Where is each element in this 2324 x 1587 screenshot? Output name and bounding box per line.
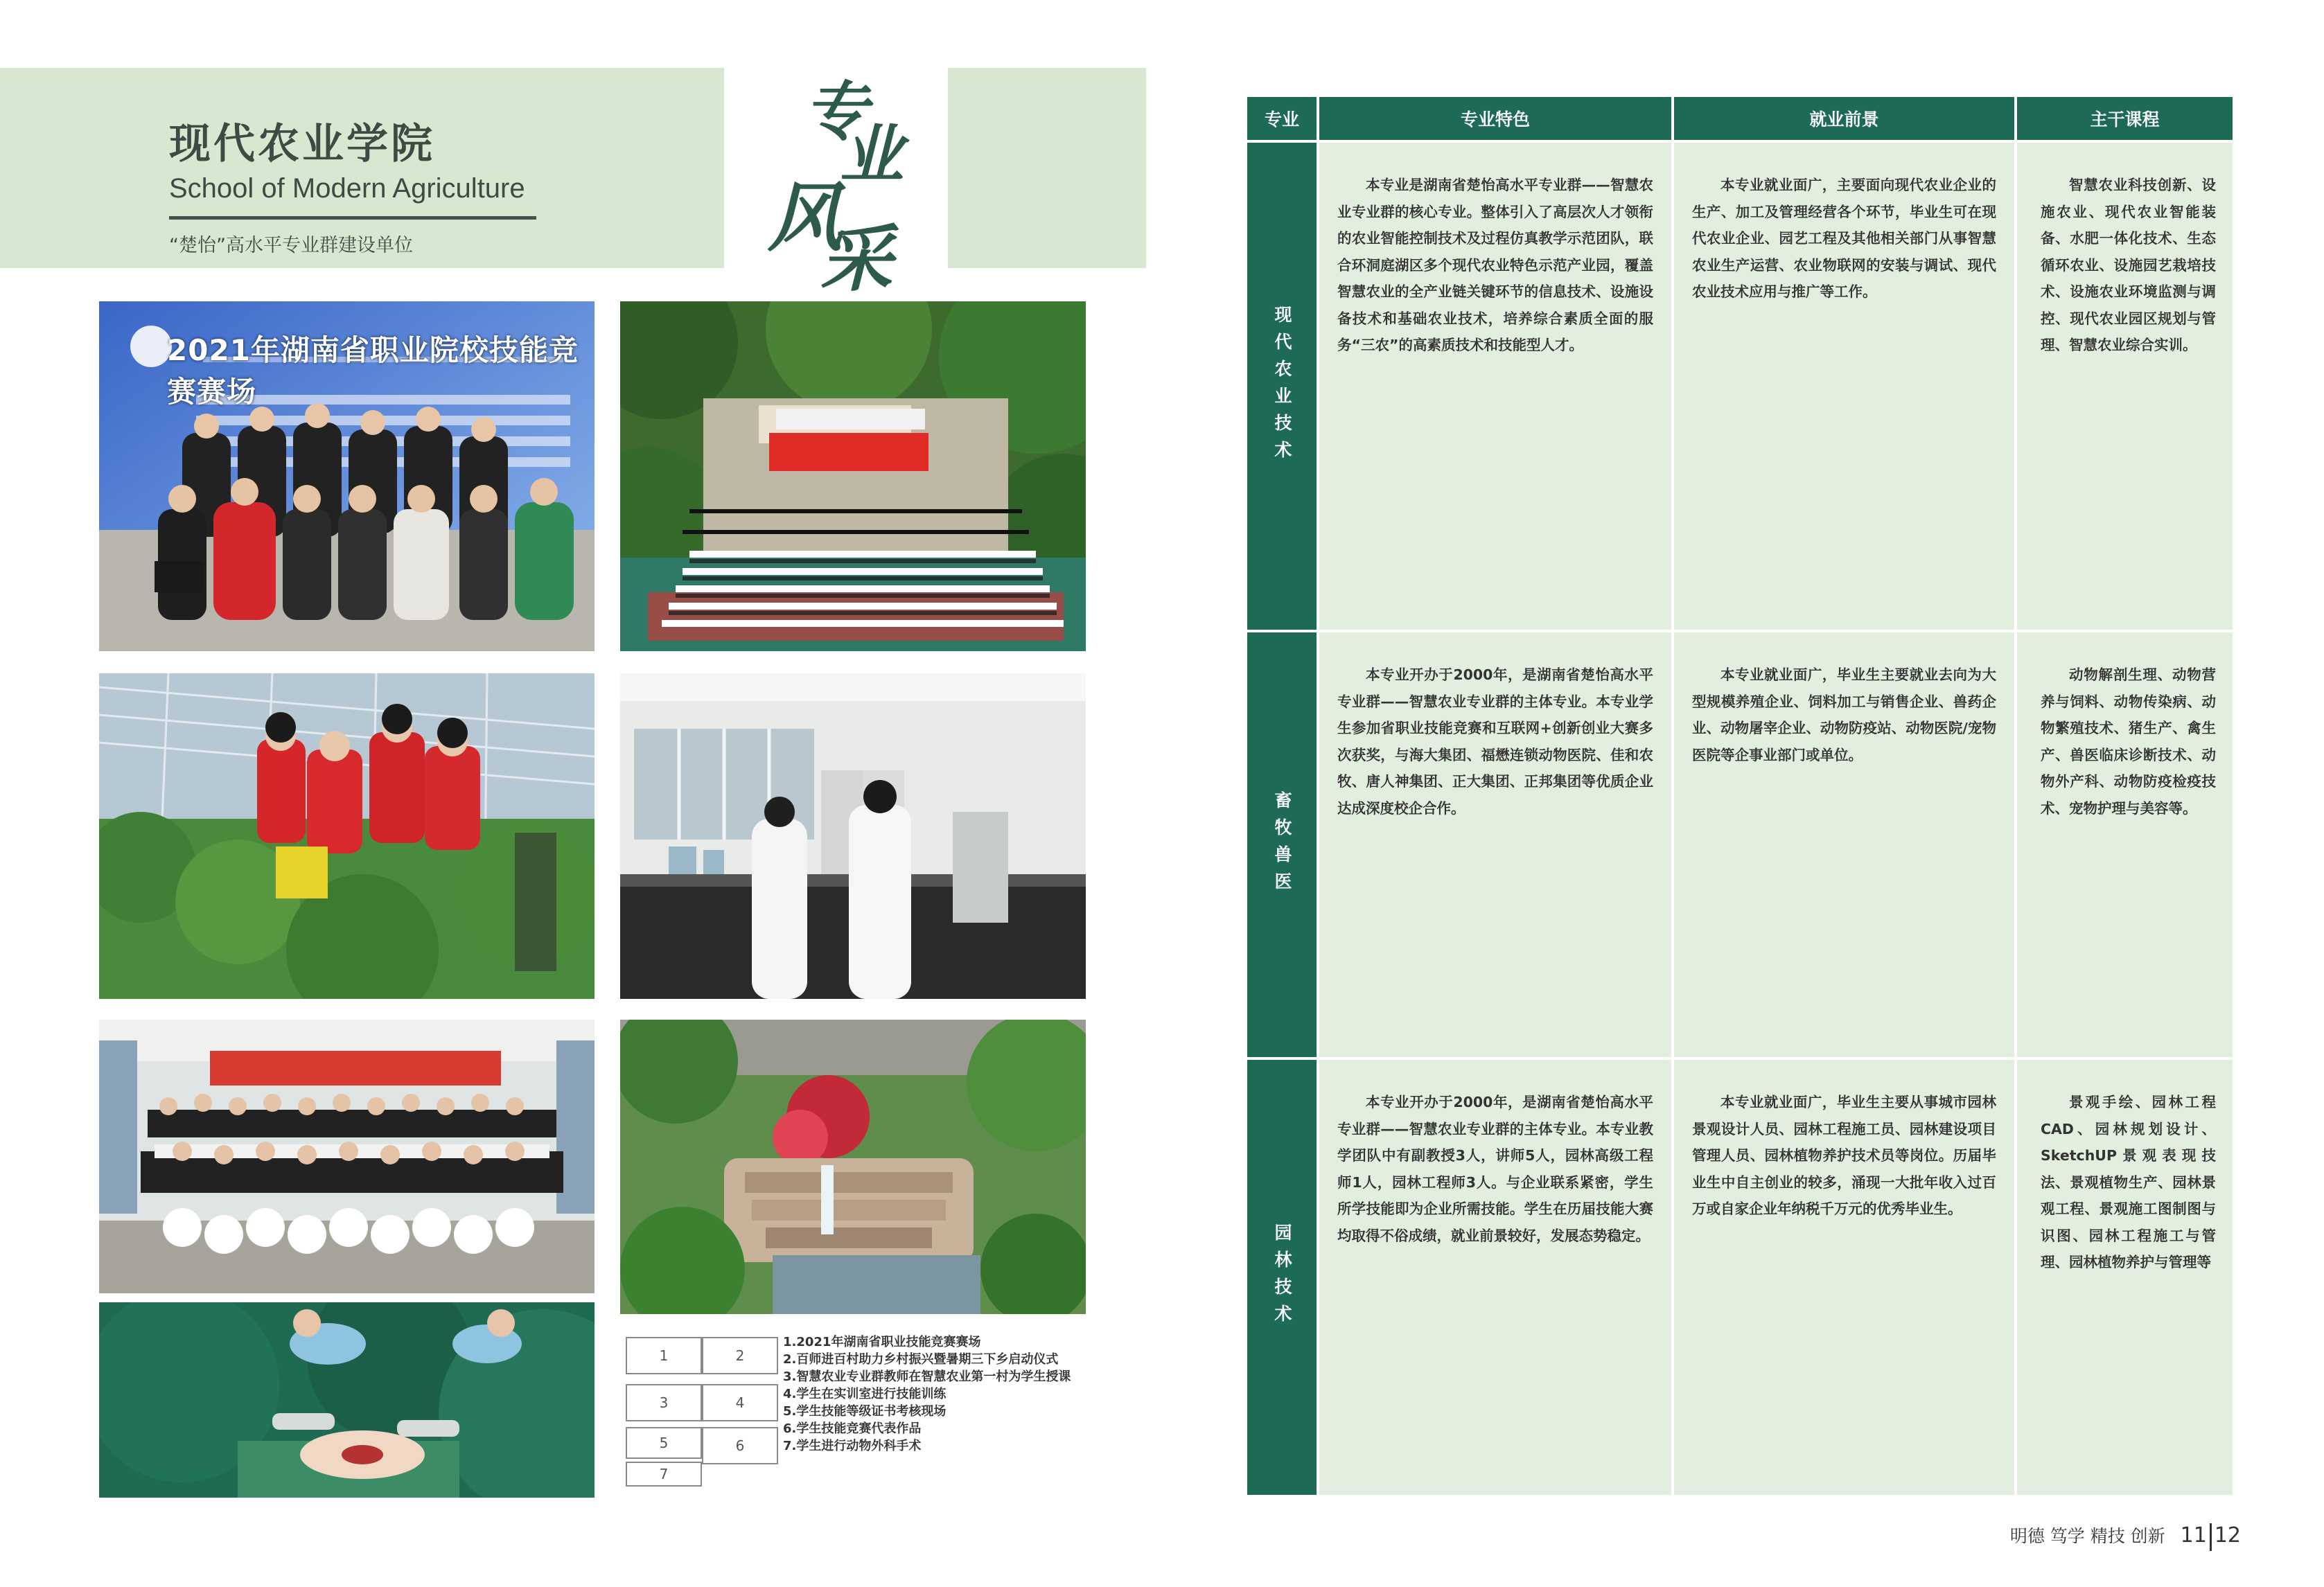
photo-competition-venue — [99, 301, 595, 651]
legend-box-5: 5 — [626, 1427, 702, 1459]
courses-cell: 动物解剖生理、动物营养与饲料、动物传染病、动物繁殖技术、猪生产、禽生产、兽医临床诊断技术、动物外产科、动物防疫检疫技术、宠物护理与美容等。 — [2017, 632, 2233, 1057]
header-courses: 主干课程 — [2017, 97, 2233, 140]
legend-item: 6.学生技能竞赛代表作品 — [783, 1421, 922, 1436]
prospect-cell: 本专业就业面广，毕业生主要从事城市园林景观设计人员、园林工程施工员、园林建设项目管理人员、园林植物养护技术员等岗位。历届毕业生中自主创业的较多，涌现一大批年收入过百万或自家企业年纳税千万元的优秀毕业生。 — [1674, 1060, 2014, 1495]
major-name-landscape: 园林技术 — [1247, 1060, 1317, 1495]
header-prospect: 就业前景 — [1674, 97, 2014, 140]
legend-box-7: 7 — [626, 1462, 702, 1487]
photo-lab-training — [620, 673, 1086, 999]
major-name-modern-agriculture: 现代农业技术 — [1247, 143, 1317, 630]
competition-banner-text: 2021年湖南省职业院校技能竞赛赛场 — [167, 333, 579, 409]
courses-cell: 景观手绘、园林工程CAD、园林规划设计、SketchUP景观表现技法、景观植物生产、园林景观工程、景观施工图制图与识图、园林工程施工与管理、园林植物养护与管理等 — [2017, 1060, 2233, 1495]
prospect-cell: 本专业就业面广，毕业生主要就业去向为大型规模养殖企业、饲料加工与销售企业、兽药企业、动物屠宰企业、动物防疫站、动物医院/宠物医院等企事业部门或单位。 — [1674, 632, 2014, 1057]
photo-launch-ceremony — [620, 301, 1086, 651]
legend-box-4: 4 — [702, 1384, 778, 1421]
prospect-cell: 本专业就业面广，主要面向现代农业企业的生产、加工及管理经营各个环节，毕业生可在现代农业企业、园艺工程及其他相关部门从事智慧农业生产运营、农业物联网的安装与调试、现代农业技术应用与推广等工作。 — [1674, 143, 2014, 630]
major-name-animal-husbandry: 畜牧兽医 — [1247, 632, 1317, 1057]
legend-item: 3.智慧农业专业群教师在智慧农业第一村为学生授课 — [783, 1369, 1071, 1384]
school-motto: 明德 笃学 精技 创新 — [2009, 1526, 2165, 1546]
legend-box-3: 3 — [626, 1384, 702, 1421]
legend-list — [783, 1333, 1071, 1455]
courses-cell: 智慧农业科技创新、设施农业、现代农业智能装备、水肥一体化技术、生态循环农业、设施园艺栽培技术、设施农业环境监测与调控、现代农业园区规划与管理、智慧农业综合实训。 — [2017, 143, 2233, 630]
feature-cell: 本专业开办于2000年，是湖南省楚怡高水平专业群——智慧农业专业群的主体专业。本专业学生参加省职业技能竞赛和互联网+创新创业大赛多次获奖，与海大集团、福懋连锁动物医院、佳和农牧、唐人神集团、正大集团、正邦集团等优质企业达成深度校企合作。 — [1319, 632, 1671, 1057]
page-footer — [2010, 1523, 2241, 1551]
legend-box-6: 6 — [702, 1427, 778, 1464]
page-divider — [2210, 1523, 2212, 1551]
legend-item: 4.学生在实训室进行技能训练 — [783, 1387, 947, 1401]
legend-item: 5.学生技能等级证书考核现场 — [783, 1404, 947, 1419]
photo-competition-work — [620, 1020, 1086, 1314]
header-major: 专业 — [1247, 97, 1317, 140]
photo-certificate-exam — [99, 1020, 595, 1293]
calligraphy-char-1: 专 — [804, 74, 868, 149]
photo-greenhouse-class — [99, 673, 595, 999]
header-feature: 专业特色 — [1319, 97, 1671, 140]
college-title: 现代农业学院 — [169, 120, 435, 168]
header-band-right — [948, 68, 1146, 268]
legend-item: 1.2021年湖南省职业技能竞赛赛场 — [783, 1335, 981, 1349]
college-subtitle: “楚怡”高水平专业群建设单位 — [169, 235, 413, 256]
feature-cell: 本专业是湖南省楚怡高水平专业群——智慧农业专业群的核心专业。整体引入了高层次人才领衔的农业智能控制技术及过程仿真教学示范团队，联合环洞庭湖区多个现代农业特色示范产业园，覆盖智慧农业的全产业链关键环节的信息技术、设施设备技术和基础农业技术，培养综合素质全面的服务“三农”的高素质技术和技能型人才。 — [1319, 143, 1671, 630]
legend-box-2: 2 — [702, 1337, 778, 1374]
page-number-right: 12 — [2214, 1523, 2241, 1548]
legend-item: 7.学生进行动物外科手术 — [783, 1439, 922, 1453]
legend-box-1: 1 — [626, 1337, 702, 1374]
feature-cell: 本专业开办于2000年，是湖南省楚怡高水平专业群——智慧农业专业群的主体专业。本专业教学团队中有副教授3人，讲师5人，园林高级工程师1人，园林工程师3人。与企业联系紧密，学生所学技能即为企业所需技能。学生在历届技能大赛均取得不俗成绩，就业前景较好，发展态势稳定。 — [1319, 1060, 1671, 1495]
legend-item: 2.百师进百村助力乡村振兴暨暑期三下乡启动仪式 — [783, 1352, 1059, 1367]
title-underline — [169, 216, 536, 220]
calligraphy-char-2: 业 — [840, 117, 904, 192]
calligraphy-char-3: 风 — [768, 175, 843, 262]
photo-animal-surgery — [99, 1302, 595, 1498]
calligraphy-char-4: 采 — [820, 216, 893, 301]
college-title-english: School of Modern Agriculture — [169, 173, 525, 204]
page-number-left: 11 — [2180, 1523, 2207, 1548]
